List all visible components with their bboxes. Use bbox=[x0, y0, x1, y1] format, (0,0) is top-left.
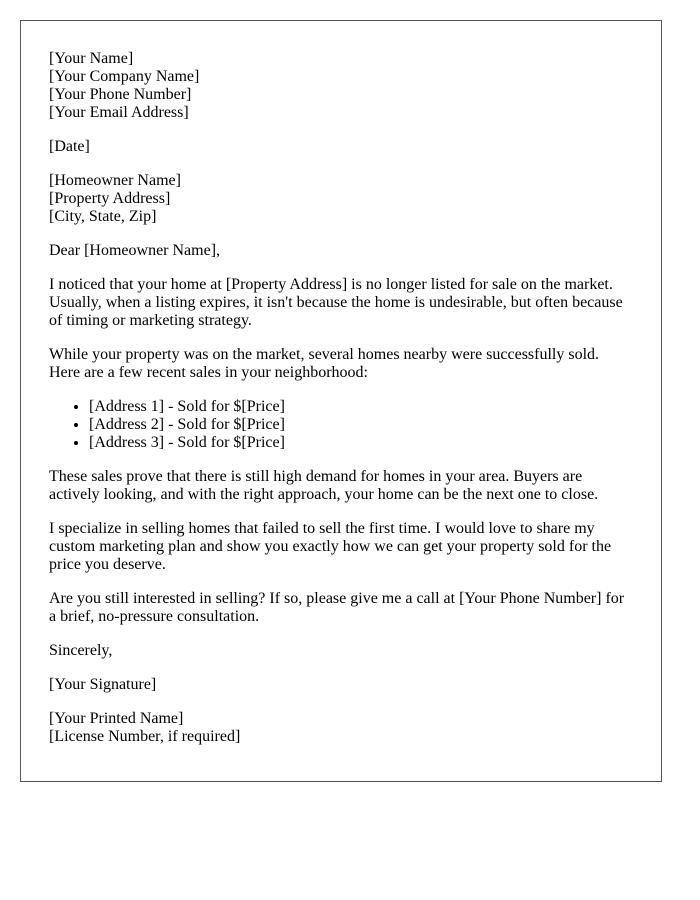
body-paragraph: Are you still interested in selling? If so, please give me a call at [Your Phone Number] for a brief, no-pressure consultation. bbox=[49, 590, 625, 625]
sales-list-item: • [Address 1] - Sold for $[Price] bbox=[89, 398, 633, 416]
signature: [Your Signature] bbox=[49, 676, 157, 693]
sales-list-item: • [Address 3] - Sold for $[Price] bbox=[89, 434, 633, 452]
recipient-address: [Property Address] bbox=[49, 190, 171, 207]
recipient-block bbox=[49, 172, 633, 226]
signoff-block bbox=[49, 710, 633, 746]
license-number: [License Number, if required] bbox=[49, 728, 241, 745]
closing: Sincerely, bbox=[49, 642, 113, 659]
body-paragraph: I noticed that your home at [Property Address] is no longer listed for sale on the market. Usually, when a listing expires, it isn't because the home is undesirable, but often because of timing or marketing strategy. bbox=[49, 276, 623, 329]
sales-list bbox=[49, 398, 633, 452]
salutation: Dear [Homeowner Name], bbox=[49, 242, 221, 259]
body-paragraph: These sales prove that there is still high demand for homes in your area. Buyers are actively looking, and with the right approach, your home can be the next one to close. bbox=[49, 468, 599, 503]
sender-email: [Your Email Address] bbox=[49, 104, 189, 121]
recipient-name: [Homeowner Name] bbox=[49, 172, 181, 189]
sender-block bbox=[49, 50, 633, 122]
sender-company: [Your Company Name] bbox=[49, 68, 200, 85]
sender-phone: [Your Phone Number] bbox=[49, 86, 192, 103]
date: [Date] bbox=[49, 138, 90, 155]
body-paragraph: While your property was on the market, several homes nearby were successfully sold. Here are a few recent sales in your neighborhood: bbox=[49, 346, 600, 381]
recipient-city: [City, State, Zip] bbox=[49, 208, 157, 225]
letter bbox=[20, 20, 662, 782]
body-paragraph: I specialize in selling homes that failed to sell the first time. I would love to share my custom marketing plan and show you exactly how we can get your property sold for the price you deserve. bbox=[49, 520, 612, 573]
printed-name: [Your Printed Name] bbox=[49, 710, 184, 727]
sender-name: [Your Name] bbox=[49, 50, 134, 67]
sales-list-item: • [Address 2] - Sold for $[Price] bbox=[89, 416, 633, 434]
